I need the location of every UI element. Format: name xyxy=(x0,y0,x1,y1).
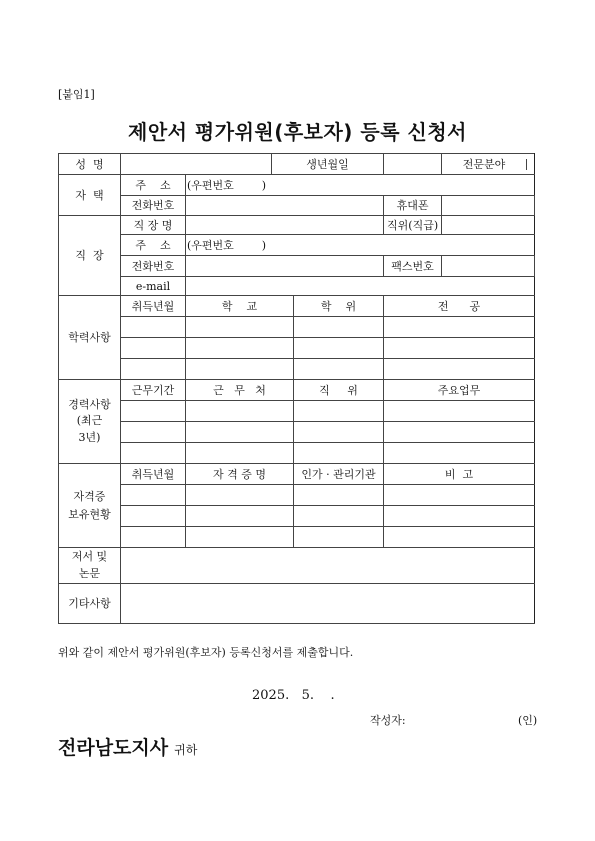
career-cell[interactable] xyxy=(294,422,384,443)
birth-input[interactable] xyxy=(384,154,442,175)
career-cell[interactable] xyxy=(186,443,294,464)
certificate-cell[interactable] xyxy=(186,506,294,527)
career-cell[interactable] xyxy=(384,401,535,422)
certificate-cell[interactable] xyxy=(384,527,535,548)
education-cell[interactable] xyxy=(294,359,384,380)
certificate-header-authority: 인가 · 관리기관 xyxy=(294,464,384,485)
career-cell[interactable] xyxy=(186,422,294,443)
papers-label: 저서 및 논문 xyxy=(59,548,121,584)
workplace-label: 직 장 명 xyxy=(121,216,186,235)
education-header-major: 전 공 xyxy=(384,296,535,317)
education-header-degree: 학 위 xyxy=(294,296,384,317)
work-phone-label: 전화번호 xyxy=(121,256,186,277)
others-label: 기타사항 xyxy=(59,584,121,624)
work-address-input[interactable]: (우편번호 ) xyxy=(186,235,535,256)
education-label: 학력사항 xyxy=(59,296,121,380)
name-input[interactable] xyxy=(121,154,272,175)
name-label: 성 명 xyxy=(59,154,121,175)
mobile-input[interactable] xyxy=(442,196,535,216)
certificate-label: 자격증 보유현황 xyxy=(59,464,121,548)
certificate-cell[interactable] xyxy=(186,527,294,548)
career-cell[interactable] xyxy=(294,401,384,422)
others-input[interactable] xyxy=(121,584,535,624)
recipient-org: 전라남도지사 xyxy=(58,737,169,759)
work-phone-input[interactable] xyxy=(186,256,384,277)
education-cell[interactable] xyxy=(121,317,186,338)
education-header-date: 취득년월 xyxy=(121,296,186,317)
career-cell[interactable] xyxy=(384,443,535,464)
home-phone-label: 전화번호 xyxy=(121,196,186,216)
certificate-cell[interactable] xyxy=(294,485,384,506)
certificate-header-name: 자 격 증 명 xyxy=(186,464,294,485)
education-cell[interactable] xyxy=(186,317,294,338)
career-header-period: 근무기간 xyxy=(121,380,186,401)
field-label: 전문분야 xyxy=(442,154,535,175)
seal-label: (인) xyxy=(518,714,538,727)
career-label: 경력사항 (최근 3년) xyxy=(59,380,121,464)
career-header-position: 직 위 xyxy=(294,380,384,401)
career-cell[interactable] xyxy=(121,422,186,443)
home-label: 자 택 xyxy=(59,175,121,216)
career-cell[interactable] xyxy=(186,401,294,422)
education-cell[interactable] xyxy=(384,338,535,359)
education-cell[interactable] xyxy=(294,338,384,359)
workplace-input[interactable] xyxy=(186,216,384,235)
education-cell[interactable] xyxy=(121,359,186,380)
certificate-cell[interactable] xyxy=(121,527,186,548)
career-header-workplace: 근 무 처 xyxy=(186,380,294,401)
education-cell[interactable] xyxy=(121,338,186,359)
certificate-header-remarks: 비 고 xyxy=(384,464,535,485)
career-header-duties: 주요업무 xyxy=(384,380,535,401)
career-cell[interactable] xyxy=(384,422,535,443)
page-title: 제안서 평가위원(후보자) 등록 신청서 xyxy=(128,120,467,144)
submission-date: 2025. 5. . xyxy=(252,688,335,703)
education-cell[interactable] xyxy=(186,338,294,359)
fax-label: 팩스번호 xyxy=(384,256,442,277)
career-cell[interactable] xyxy=(121,401,186,422)
education-cell[interactable] xyxy=(294,317,384,338)
email-input[interactable] xyxy=(186,277,535,296)
writer-label: 작성자: xyxy=(370,714,406,727)
certificate-cell[interactable] xyxy=(294,506,384,527)
fax-input[interactable] xyxy=(442,256,535,277)
work-label: 직 장 xyxy=(59,216,121,296)
career-cell[interactable] xyxy=(294,443,384,464)
certificate-cell[interactable] xyxy=(121,485,186,506)
certificate-cell[interactable] xyxy=(186,485,294,506)
education-header-school: 학 교 xyxy=(186,296,294,317)
work-address-label: 주 소 xyxy=(121,235,186,256)
papers-input[interactable] xyxy=(121,548,535,584)
certificate-cell[interactable] xyxy=(121,506,186,527)
birth-label: 생년월일 xyxy=(272,154,384,175)
application-form-table xyxy=(58,153,535,624)
declaration-text: 위와 같이 제안서 평가위원(후보자) 등록신청서를 제출합니다. xyxy=(58,646,354,659)
position-label: 직위(직급) xyxy=(384,216,442,235)
education-cell[interactable] xyxy=(186,359,294,380)
home-address-input[interactable]: (우편번호 ) xyxy=(186,175,535,196)
email-label: e-mail xyxy=(121,277,186,296)
certificate-cell[interactable] xyxy=(384,506,535,527)
home-phone-input[interactable] xyxy=(186,196,384,216)
certificate-cell[interactable] xyxy=(294,527,384,548)
mobile-label: 휴대폰 xyxy=(384,196,442,216)
career-cell[interactable] xyxy=(121,443,186,464)
recipient-honorific: 귀하 xyxy=(174,743,198,757)
recipient xyxy=(58,733,197,760)
certificate-header-date: 취득년월 xyxy=(121,464,186,485)
position-input[interactable] xyxy=(442,216,535,235)
certificate-cell[interactable] xyxy=(384,485,535,506)
education-cell[interactable] xyxy=(384,359,535,380)
education-cell[interactable] xyxy=(384,317,535,338)
attachment-label: [붙임1] xyxy=(58,88,95,101)
home-address-label: 주 소 xyxy=(121,175,186,196)
